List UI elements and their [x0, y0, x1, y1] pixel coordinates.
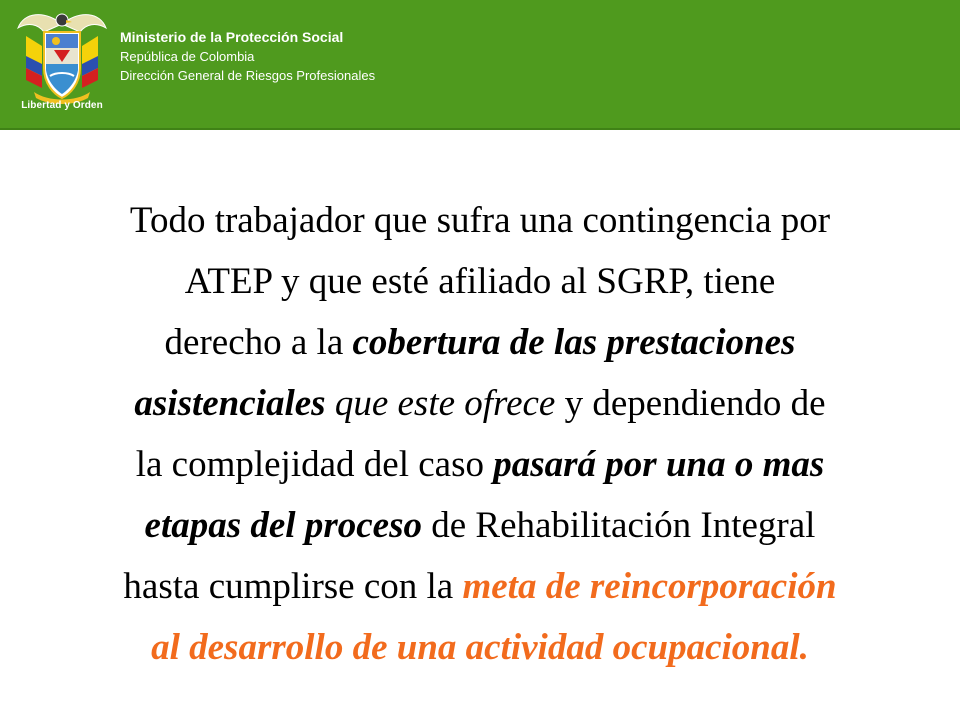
line-3-emphasis: cobertura de las prestaciones	[352, 322, 796, 363]
line-5-plain: la complejidad del caso	[135, 444, 494, 485]
line-6-plain: de Rehabilitación Integral	[421, 505, 816, 546]
paragraph-line-3	[44, 312, 916, 373]
paragraph-line-1	[44, 190, 916, 251]
line-5-emphasis: pasará por una o mas	[493, 444, 825, 485]
line-7-plain: hasta cumplirse con la	[123, 566, 463, 607]
line-4-emphasis: asistenciales	[134, 383, 326, 424]
motto-text: Libertad y Orden	[21, 100, 103, 111]
line-3-plain: derecho a la	[164, 322, 353, 363]
line-2-text: ATEP y que esté afiliado al SGRP, tiene	[184, 261, 776, 302]
line-6-emphasis: etapas del proceso	[144, 505, 422, 546]
header-text-block	[120, 27, 375, 85]
line-4-plain: y dependiendo de	[555, 383, 826, 424]
line-1-text: Todo trabajador que sufra una contingencia por	[129, 200, 831, 241]
header-divider	[0, 128, 960, 130]
line-4-italic: que este ofrece	[325, 383, 556, 424]
line-8-highlight: al desarrollo de una actividad ocupacional.	[151, 627, 809, 668]
country-name: República de Colombia	[120, 49, 255, 64]
line-7-highlight: meta de reincorporación	[462, 566, 837, 607]
paragraph-line-4	[44, 373, 916, 434]
main-paragraph	[44, 190, 916, 678]
paragraph-line-5	[44, 434, 916, 495]
direction-name: Dirección General de Riesgos Profesionales	[120, 68, 376, 83]
paragraph-line-2	[44, 251, 916, 312]
paragraph-line-8	[44, 617, 916, 678]
paragraph-line-6	[44, 495, 916, 556]
paragraph-line-7	[44, 556, 916, 617]
ministry-name: Ministerio de la Protección Social	[120, 29, 344, 45]
header-bar	[0, 0, 960, 128]
